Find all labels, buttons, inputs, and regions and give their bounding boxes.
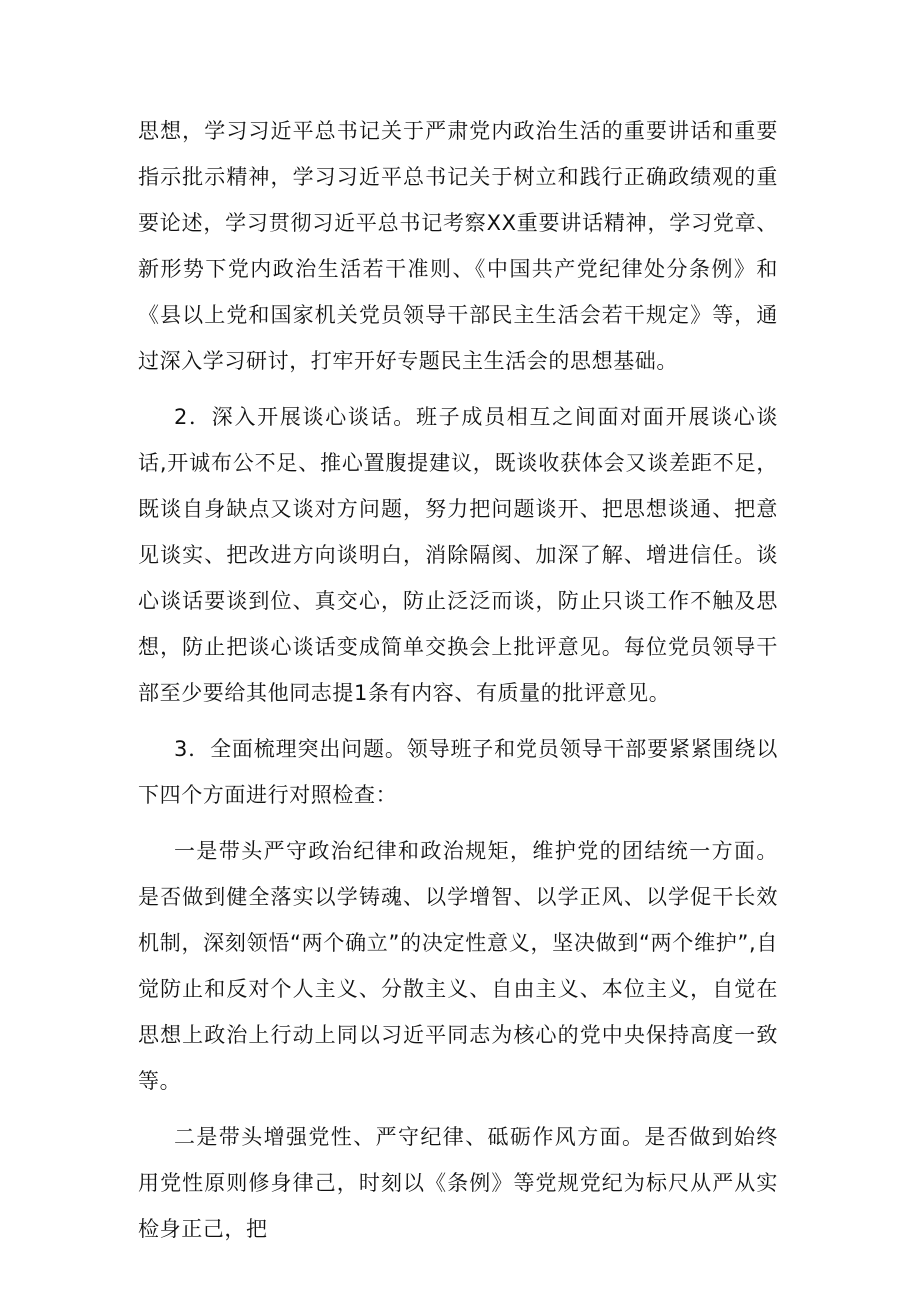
paragraph-2: 2．深入开展谈心谈话。班子成员相互之间面对面开展谈心谈话,开诚布公不足、推心置腹提建议，既谈收获体会又谈差距不足，既谈自身缺点又谈对方问题，努力把问题谈开、把思想谈通、把意见谈实、把改进方向谈明白，消除隔阂、加深了解、增进信任。谈心谈话要谈到位、真交心，防止泛泛而谈，防止只谈工作不触及思想，防止把谈心谈话变成简单交换会上批评意见。每位党员领导干部至少要给其他同志提1条有内容、有质量的批评意见。 — [138, 405, 778, 705]
paragraph-5: 二是带头增强党性、严守纪律、砥砺作风方面。是否做到始终用党性原则修身律己，时刻以《条例》等党规党纪为标尺从严从实检身正己，把 — [138, 1125, 778, 1241]
paragraph-4: 一是带头严守政治纪律和政治规矩，维护党的团结统一方面。是否做到健全落实以学铸魂、以学增智、以学正风、以学促干长效机制，深刻领悟“两个确立”的决定性意义，坚决做到“两个维护”,自觉防止和反对个人主义、分散主义、自由主义、本位主义，自觉在思想上政治上行动上同以习近平同志为核心的党中央保持高度一致等。 — [138, 839, 778, 1093]
paragraph-1: 思想，学习习近平总书记关于严肃党内政治生活的重要讲话和重要指示批示精神，学习习近平总书记关于树立和践行正确政绩观的重要论述，学习贯彻习近平总书记考察XX重要讲话精神，学习党章、新形势下党内政治生活若干准则、《中国共产党纪律处分条例》和《县以上党和国家机关党员领导干部民主生活会若干规定》等，通过深入学习研讨，打牢开好专题民主生活会的思想基础。 — [138, 119, 778, 373]
paragraph-3: 3．全面梳理突出问题。领导班子和党员领导干部要紧紧围绕以下四个方面进行对照检查： — [138, 737, 778, 807]
document-body — [138, 108, 778, 1262]
